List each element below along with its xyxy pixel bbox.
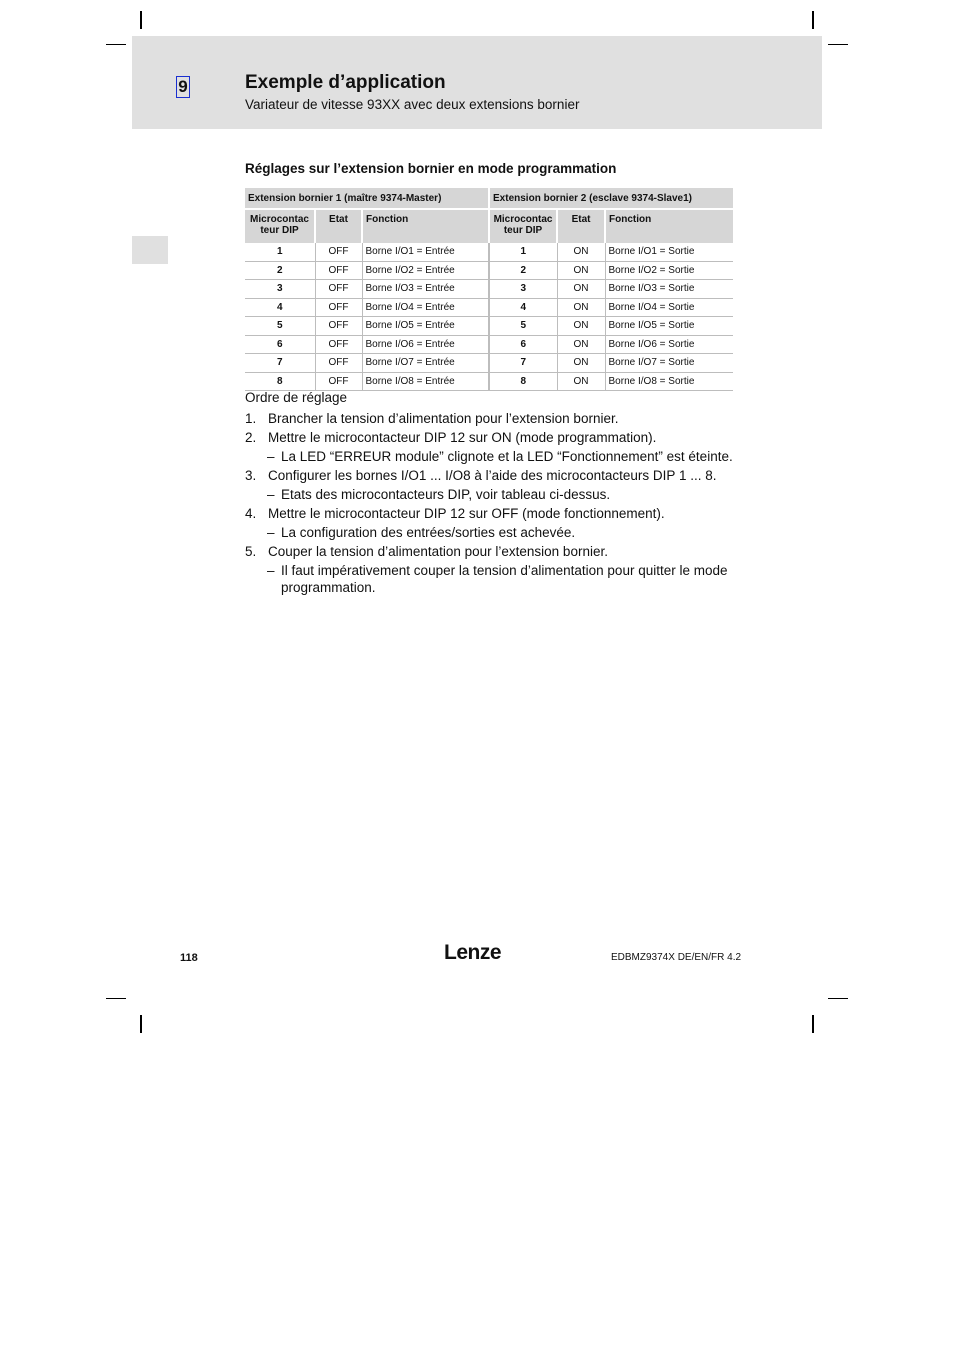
table-cell: Borne I/O7 = Entrée (362, 354, 489, 373)
step-text: Mettre le microcontacteur DIP 12 sur OFF (mode fonctionnement). (268, 506, 665, 521)
table-row (245, 243, 733, 261)
table-cell: ON (557, 261, 605, 280)
step-number: 1. (245, 411, 257, 426)
table-cell: ON (557, 354, 605, 373)
crop-mark (828, 998, 848, 999)
table-cell: ON (557, 372, 605, 391)
table-cell: 1 (245, 243, 315, 261)
table-cell: ON (557, 335, 605, 354)
table-cell: 6 (489, 335, 557, 354)
crop-mark (812, 1015, 814, 1033)
step-note (245, 524, 735, 541)
table-cell: ON (557, 317, 605, 336)
table-cell: 5 (489, 317, 557, 336)
table-cell: 5 (245, 317, 315, 336)
table-cell: Borne I/O6 = Entrée (362, 335, 489, 354)
table-cell: ON (557, 280, 605, 299)
document-code: EDBMZ9374X DE/EN/FR 4.2 (611, 952, 742, 963)
table-cell: ON (557, 298, 605, 317)
table-cell: 7 (245, 354, 315, 373)
chapter-number: 9 (176, 76, 190, 98)
table-cell: Borne I/O7 = Sortie (605, 354, 733, 373)
crop-mark (812, 11, 814, 29)
step-note (245, 486, 735, 503)
crop-mark (106, 998, 126, 999)
table-cell: OFF (315, 317, 362, 336)
table-cell: 4 (489, 298, 557, 317)
lenze-logo: Lenze (444, 941, 502, 964)
note-text: La configuration des entrées/sorties est achevée. (281, 525, 576, 540)
step-note (245, 448, 735, 465)
crop-mark (828, 44, 848, 45)
page-number: 118 (180, 952, 198, 964)
dip-switch-table (245, 188, 733, 391)
procedure-step (245, 410, 735, 427)
table-cell: 3 (489, 280, 557, 299)
step-text: Brancher la tension d’alimentation pour l’extension bornier. (268, 411, 619, 426)
step-text: Couper la tension d’alimentation pour l’extension bornier. (268, 544, 608, 559)
step-number: 5. (245, 544, 257, 559)
step-number: 2. (245, 430, 257, 445)
table-cell: Borne I/O2 = Sortie (605, 261, 733, 280)
procedure-step (245, 543, 735, 560)
table-cell: OFF (315, 261, 362, 280)
table-cell: 6 (245, 335, 315, 354)
dash-bullet: – (267, 525, 275, 540)
table-cell: 7 (489, 354, 557, 373)
step-number: 3. (245, 468, 257, 483)
section-heading: Réglages sur l’extension bornier en mode programmation (245, 161, 617, 176)
table-cell: Borne I/O3 = Entrée (362, 280, 489, 299)
dash-bullet: – (267, 563, 275, 578)
table-row (245, 354, 733, 373)
crop-mark (140, 11, 142, 29)
note-text: Il faut impérativement couper la tension d’alimentation pour quitter le mode programmation. (281, 563, 728, 595)
table-cell: Borne I/O4 = Entrée (362, 298, 489, 317)
step-note (245, 562, 735, 596)
table-row (245, 261, 733, 280)
procedure-steps (245, 410, 735, 598)
table-cell: 1 (489, 243, 557, 261)
procedure-intro: Ordre de réglage (245, 390, 348, 405)
table-cell: 8 (489, 372, 557, 391)
table-cell: 2 (245, 261, 315, 280)
group-header-slave: Extension bornier 2 (esclave 9374-Slave1) (489, 188, 733, 209)
crop-mark (106, 44, 126, 45)
table-cell: 2 (489, 261, 557, 280)
table-cell: Borne I/O6 = Sortie (605, 335, 733, 354)
table-cell: OFF (315, 372, 362, 391)
table-cell: OFF (315, 335, 362, 354)
table-cell: OFF (315, 354, 362, 373)
group-header-master: Extension bornier 1 (maître 9374-Master) (245, 188, 489, 209)
column-header: Etat (557, 209, 605, 243)
table-cell: Borne I/O1 = Entrée (362, 243, 489, 261)
table-row (245, 298, 733, 317)
chapter-subtitle: Variateur de vitesse 93XX avec deux extensions bornier (245, 97, 580, 112)
table-cell: Borne I/O5 = Entrée (362, 317, 489, 336)
column-header: Etat (315, 209, 362, 243)
table-cell: OFF (315, 280, 362, 299)
step-text: Mettre le microcontacteur DIP 12 sur ON (mode programmation). (268, 430, 657, 445)
procedure-step (245, 505, 735, 522)
table-row (245, 335, 733, 354)
step-number: 4. (245, 506, 257, 521)
header-band (132, 36, 822, 129)
column-header: Fonction (362, 209, 489, 243)
table-cell: OFF (315, 298, 362, 317)
table-cell: 3 (245, 280, 315, 299)
table-cell: Borne I/O5 = Sortie (605, 317, 733, 336)
table-row (245, 280, 733, 299)
column-header: Microcontac teur DIP (489, 209, 557, 243)
note-text: La LED “ERREUR module” clignote et la LED “Fonctionnement” est éteinte. (281, 449, 733, 464)
table-cell: Borne I/O3 = Sortie (605, 280, 733, 299)
table-cell: 4 (245, 298, 315, 317)
table-row (245, 372, 733, 391)
procedure-step (245, 467, 735, 484)
table-cell: Borne I/O1 = Sortie (605, 243, 733, 261)
step-text: Configurer les bornes I/O1 ... I/O8 à l’aide des microcontacteurs DIP 1 ... 8. (268, 468, 717, 483)
dash-bullet: – (267, 487, 275, 502)
crop-mark (140, 1015, 142, 1033)
table-body (245, 243, 733, 391)
table-cell: ON (557, 243, 605, 261)
column-header: Fonction (605, 209, 733, 243)
table-cell: Borne I/O8 = Sortie (605, 372, 733, 391)
table-cell: Borne I/O4 = Sortie (605, 298, 733, 317)
table-cell: 8 (245, 372, 315, 391)
side-tab (132, 236, 168, 264)
table-cell: Borne I/O2 = Entrée (362, 261, 489, 280)
dash-bullet: – (267, 449, 275, 464)
note-text: Etats des microcontacteurs DIP, voir tableau ci-dessus. (281, 487, 611, 502)
table-cell: Borne I/O8 = Entrée (362, 372, 489, 391)
table-cell: OFF (315, 243, 362, 261)
chapter-title: Exemple d’application (245, 72, 446, 93)
column-header: Microcontac teur DIP (245, 209, 315, 243)
table-row (245, 317, 733, 336)
procedure-step (245, 429, 735, 446)
